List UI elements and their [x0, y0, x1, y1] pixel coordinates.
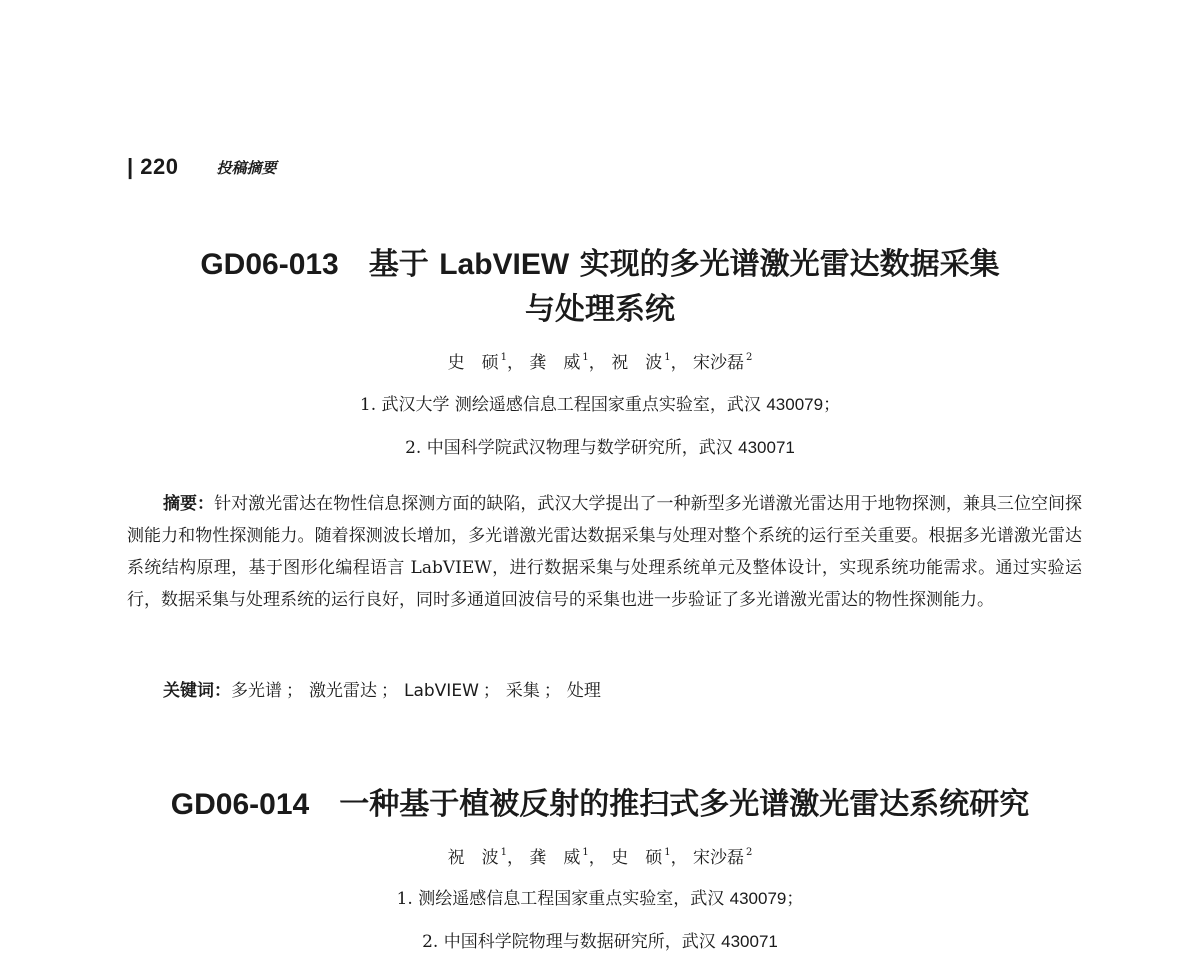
- author-affiliation-mark: 1: [582, 847, 589, 858]
- author-affiliation-mark: 1: [664, 352, 671, 363]
- author-name: 史 硕: [611, 848, 663, 868]
- affiliation-text: 2. 中国科学院物理与数据研究所，武汉: [422, 932, 722, 952]
- affiliation-postcode: 430071: [738, 438, 795, 457]
- affiliation-postcode: 430079；: [766, 395, 841, 414]
- affiliation-text: 1. 武汉大学 测绘遥感信息工程国家重点实验室，武汉: [359, 395, 767, 415]
- paper1-title-part2: 实现的多光谱激光雷达数据采集: [569, 247, 1000, 282]
- paper1-abstract: [127, 488, 1082, 616]
- paper1-title-part1: 基于: [368, 247, 440, 282]
- author-name: 宋沙磊: [692, 353, 744, 373]
- paper1-affiliation-1: [0, 392, 1200, 418]
- paper1-title-line2: 与处理系统: [525, 292, 675, 327]
- keyword: 处理: [566, 681, 601, 701]
- keyword: 采集: [505, 681, 540, 701]
- affiliation-postcode: 430079；: [729, 889, 804, 908]
- paper2-affiliation-1: [0, 886, 1200, 912]
- author-affiliation-mark: 1: [500, 352, 508, 363]
- affiliation-text: 1. 测绘遥感信息工程国家重点实验室，武汉: [396, 889, 730, 909]
- author-affiliation-mark: 1: [664, 847, 671, 858]
- author-name: 祝 波: [447, 848, 499, 868]
- paper2-title-text: 一种基于植被反射的推扫式多光谱激光雷达系统研究: [339, 787, 1030, 822]
- author-affiliation-mark: 2: [745, 352, 753, 363]
- keyword: LabVIEW: [404, 681, 479, 701]
- paper2-code: GD06-014: [170, 788, 310, 821]
- paper1-affiliation-2: [0, 435, 1200, 461]
- paper2-authors: 祝 波 $^1$， 龚 威 $^1$， 史 硕 $^1$， 宋沙磊 $^2$: [447, 847, 753, 868]
- keyword: 多光谱: [231, 681, 282, 701]
- paper1-keywords: 关键词：多光谱 ； 激光雷达 ； LabVIEW ； 采集 ； 处理: [163, 681, 601, 701]
- keyword: 激光雷达: [309, 681, 377, 701]
- paper1-authors: 史 硕 $^1$， 龚 威 $^1$， 祝 波 $^1$， 宋沙磊 $^2$: [447, 352, 753, 373]
- affiliation-text: 2. 中国科学院武汉物理与数学研究所，武汉: [405, 438, 739, 458]
- author-name: 龚 威: [529, 353, 581, 373]
- author-affiliation-mark: 2: [745, 847, 753, 858]
- paper1-title-latin: LabVIEW: [439, 248, 570, 281]
- author-affiliation-mark: 1: [500, 847, 508, 858]
- paper2-title: [0, 782, 1200, 828]
- page-number: | 220: [127, 154, 179, 180]
- author-name: 龚 威: [529, 848, 581, 868]
- keywords-label: 关键词：: [163, 681, 231, 701]
- paper1-code: GD06-013: [200, 248, 339, 281]
- author-affiliation-mark: 1: [582, 352, 589, 363]
- paper2-affiliation-2: [0, 929, 1200, 955]
- author-name: 祝 波: [611, 353, 663, 373]
- section-label: 投稿摘要: [216, 158, 277, 177]
- author-name: 史 硕: [447, 353, 499, 373]
- abstract-text: 针对激光雷达在物性信息探测方面的缺陷，武汉大学提出了一种新型多光谱激光雷达用于地物探测，兼具三位空间探测能力和物性探测能力。随着探测波长增加，多光谱激光雷达数据采集与处理对整个系统的运行至关重要。根据多光谱激光雷达系统结构原理，基于图形化编程语言 LabVIEW，进行数据采集与处理系统单元及整体设计，实现系统功能需求。通过实验运行，数据采集与处理系统的运行良好，同时多通道回波信号的采集也进一步验证了多光谱激光雷达的物性探测能力。: [127, 494, 1083, 610]
- running-head: [127, 154, 277, 180]
- author-name: 宋沙磊: [692, 848, 744, 868]
- paper1-title: [0, 242, 1200, 288]
- affiliation-postcode: 430071: [721, 932, 778, 951]
- abstract-label: 摘要：: [163, 494, 215, 514]
